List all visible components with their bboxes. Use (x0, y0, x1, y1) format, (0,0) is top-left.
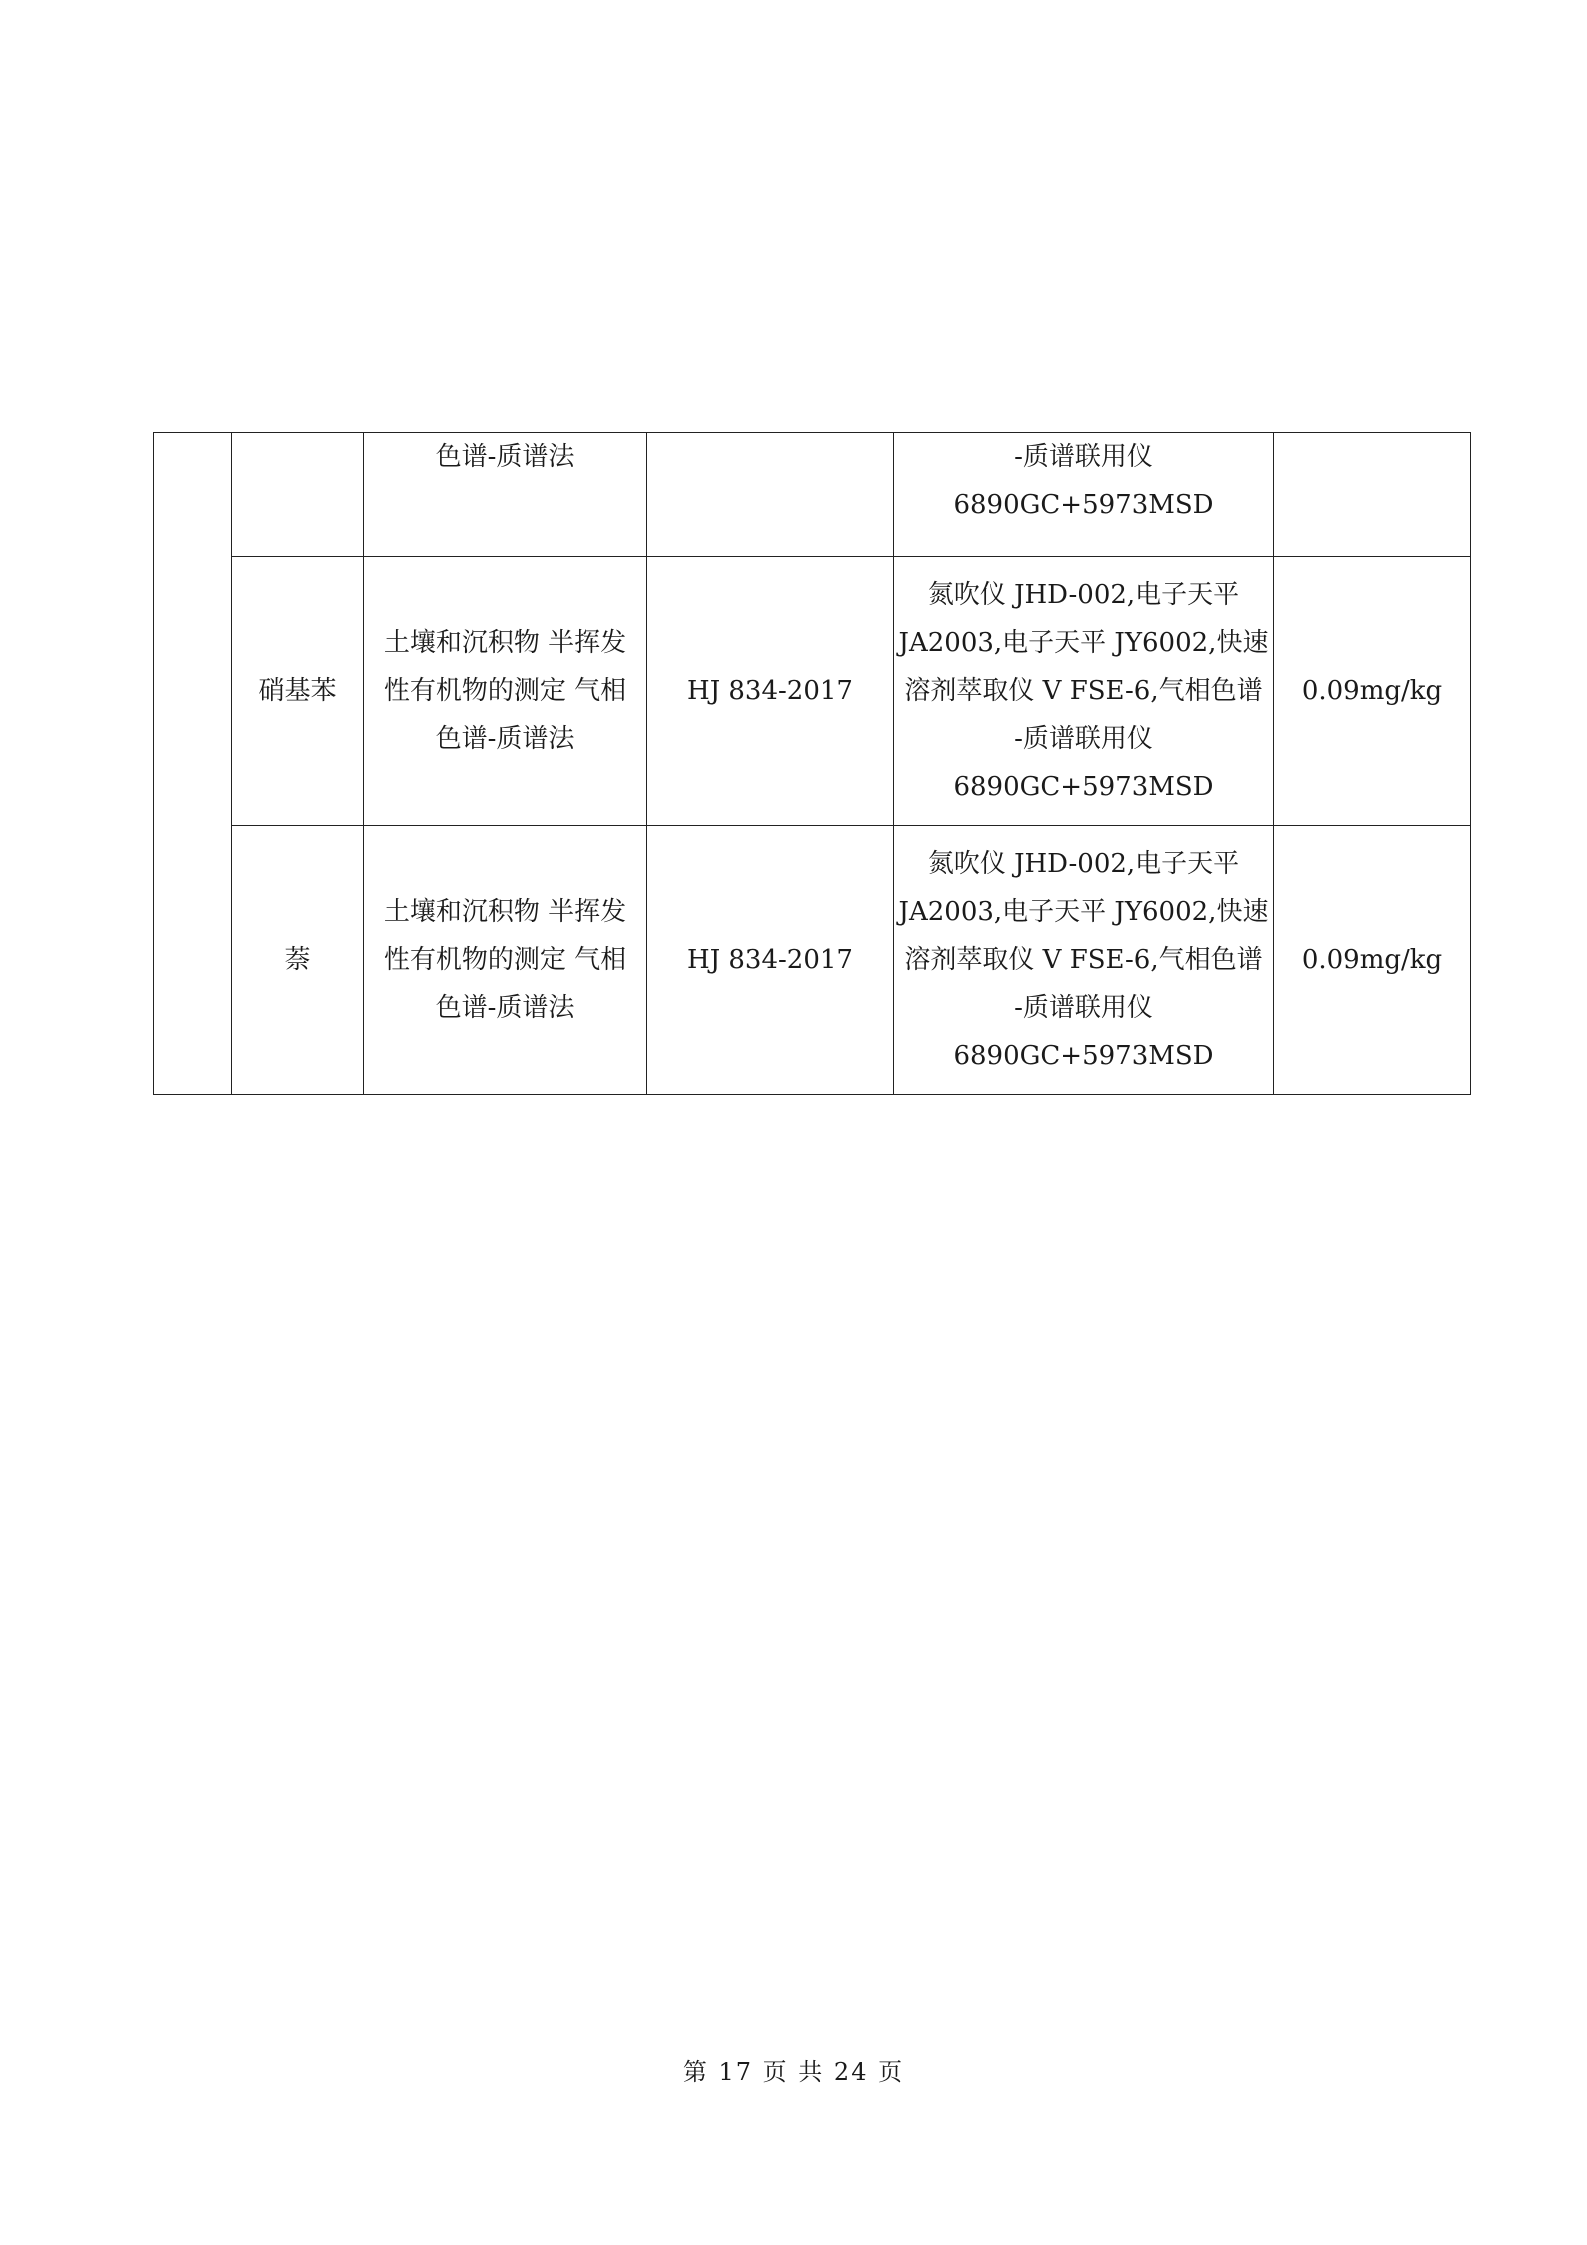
standard-cell: HJ 834-2017 (647, 826, 894, 1095)
method-cell: 土壤和沉积物 半挥发 性有机物的测定 气相 色谱-质谱法 (364, 826, 647, 1095)
limit-cell: 0.09mg/kg (1274, 557, 1471, 826)
equipment-cell: 氮吹仪 JHD-002,电子天平 JA2003,电子天平 JY6002,快速 溶剂萃取仪 V FSE-6,气相色谱 -质谱联用仪 6890GC+5973MSD (894, 557, 1274, 826)
standard-cell: HJ 834-2017 (647, 557, 894, 826)
item-cell: 硝基苯 (232, 557, 364, 826)
item-cell (232, 433, 364, 557)
method-cell: 土壤和沉积物 半挥发 性有机物的测定 气相 色谱-质谱法 (364, 557, 647, 826)
table-row (154, 557, 1471, 826)
table-row (154, 826, 1471, 1095)
equipment-cell: 氮吹仪 JHD-002,电子天平 JA2003,电子天平 JY6002,快速 溶剂萃取仪 V FSE-6,气相色谱 -质谱联用仪 6890GC+5973MSD (894, 826, 1274, 1095)
standard-cell (647, 433, 894, 557)
category-cell (154, 433, 232, 1095)
method-cell: 色谱-质谱法 (364, 433, 647, 557)
table-row (154, 433, 1471, 557)
limit-cell: 0.09mg/kg (1274, 826, 1471, 1095)
equipment-cell: -质谱联用仪 6890GC+5973MSD (894, 433, 1274, 557)
limit-cell (1274, 433, 1471, 557)
detection-method-table (153, 432, 1471, 1095)
item-cell: 萘 (232, 826, 364, 1095)
page-number-footer: 第 17 页 共 24 页 (682, 2058, 905, 2086)
